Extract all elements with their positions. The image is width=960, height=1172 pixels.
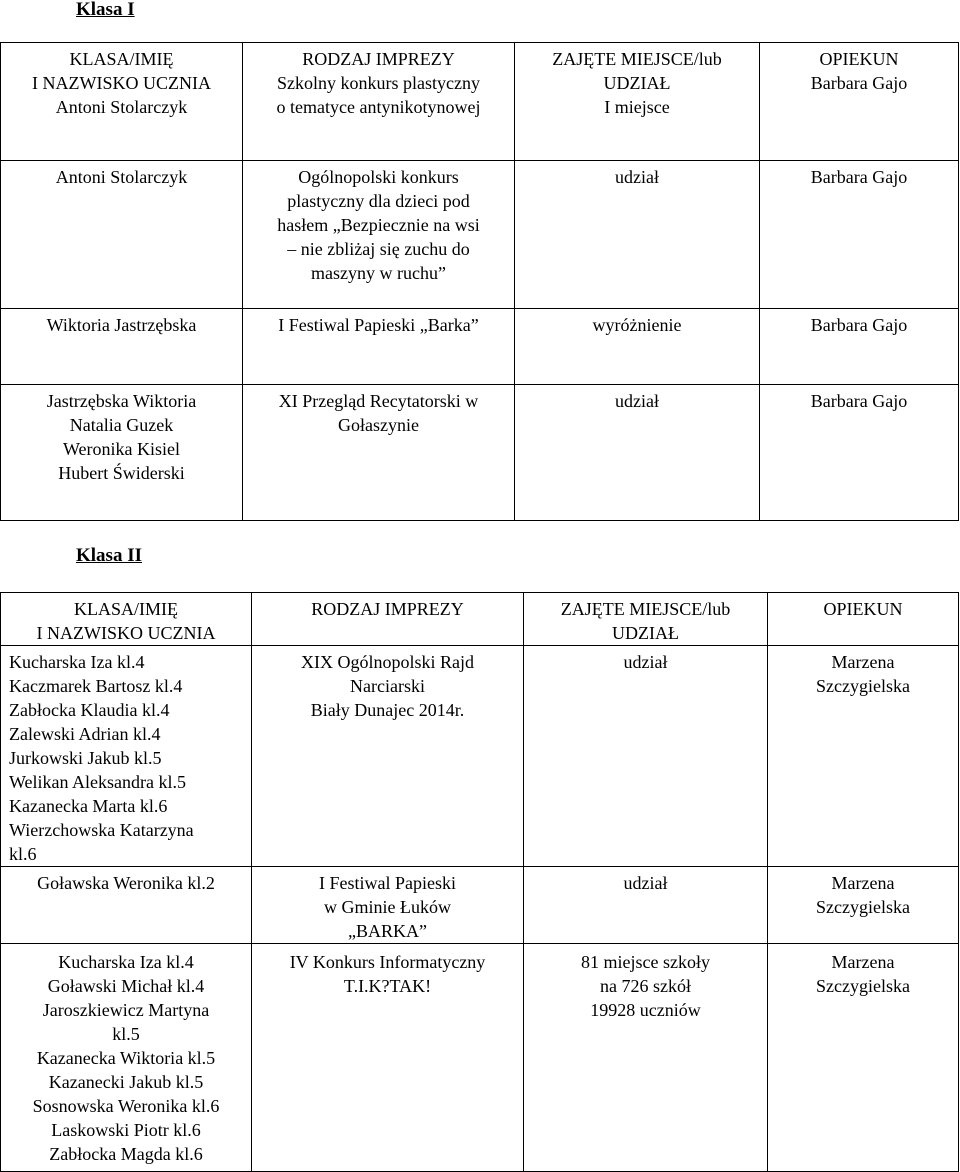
place-value: udział <box>515 385 760 521</box>
guardian-name: Barbara Gajo <box>760 385 959 521</box>
place-value: udział <box>515 161 760 309</box>
header-guardian: OPIEKUN <box>819 49 899 69</box>
header-place: ZAJĘTE MIEJSCE/lub UDZIAŁ <box>552 49 722 93</box>
student-list: Kucharska Iza kl.4 Goławski Michał kl.4 Jaroszkiewicz Martyna kl.5 Kazanecka Wiktoria kl.5 Kazanecki Jakub kl.5 Sosnowska Weronika kl.6 Laskowski Piotr kl.6 Zabłocka Magda kl.6 <box>1 944 252 1172</box>
event-name: I Festiwal Papieski „Barka” <box>243 309 515 385</box>
event-cell <box>243 43 515 161</box>
event-name: XIX Ogólnopolski Rajd Narciarski Biały Dunajec 2014r. <box>252 646 524 867</box>
guardian-name: Marzena Szczygielska <box>768 867 959 944</box>
student-name: Antoni Stolarczyk <box>1 161 243 309</box>
event-name: XI Przegląd Recytatorski w Gołaszynie <box>243 385 515 521</box>
event-name: Ogólnopolski konkurs plastyczny dla dzieci pod hasłem „Bezpiecznie na wsi – nie zbliżaj się zuchu do maszyny w ruchu” <box>243 161 515 309</box>
event-name: IV Konkurs Informatyczny T.I.K?TAK! <box>252 944 524 1172</box>
student-name: Jastrzębska Wiktoria Natalia Guzek Weronika Kisiel Hubert Świderski <box>1 385 243 521</box>
place-value: udział <box>524 867 768 944</box>
table-row <box>1 385 959 521</box>
class-1-heading: Klasa I <box>76 0 135 20</box>
table-row <box>1 867 959 944</box>
table-row <box>1 309 959 385</box>
table-row <box>1 646 959 867</box>
student-name: Antoni Stolarczyk <box>55 97 188 117</box>
guardian-name: Marzena Szczygielska <box>768 944 959 1172</box>
header-guardian: OPIEKUN <box>768 593 959 646</box>
table-row <box>1 161 959 309</box>
table-header-and-row-1 <box>1 43 959 161</box>
header-place: ZAJĘTE MIEJSCE/lub UDZIAŁ <box>524 593 768 646</box>
place-value: wyróżnienie <box>515 309 760 385</box>
header-name: KLASA/IMIĘ I NAZWISKO UCZNIA <box>1 593 252 646</box>
place-value: I miejsce <box>604 97 670 117</box>
table-row <box>1 944 959 1172</box>
place-value: udział <box>524 646 768 867</box>
guardian-name: Barbara Gajo <box>760 309 959 385</box>
student-name: Goławska Weronika kl.2 <box>1 867 252 944</box>
class-2-table <box>0 592 959 1172</box>
guardian-name: Barbara Gajo <box>810 73 908 93</box>
name-cell <box>1 43 243 161</box>
place-cell <box>515 43 760 161</box>
header-event: RODZAJ IMPREZY <box>302 49 455 69</box>
place-value: 81 miejsce szkoły na 726 szkół 19928 uczniów <box>524 944 768 1172</box>
event-name: Szkolny konkurs plastyczny o tematyce antynikotynowej <box>276 73 481 117</box>
table-header <box>1 593 959 646</box>
class-1-table <box>0 42 959 521</box>
guardian-name: Marzena Szczygielska <box>768 646 959 867</box>
header-name: KLASA/IMIĘ I NAZWISKO UCZNIA <box>32 49 211 93</box>
student-name: Wiktoria Jastrzębska <box>1 309 243 385</box>
guardian-cell <box>760 43 959 161</box>
event-name: I Festiwal Papieski w Gminie Łuków „BARKA” <box>252 867 524 944</box>
student-list: Kucharska Iza kl.4 Kaczmarek Bartosz kl.4 Zabłocka Klaudia kl.4 Zalewski Adrian kl.4 Jurkowski Jakub kl.5 Welikan Aleksandra kl.5 Kazanecka Marta kl.6 Wierzchowska Katarzyna kl.6 <box>1 646 252 867</box>
guardian-name: Barbara Gajo <box>760 161 959 309</box>
class-2-heading: Klasa II <box>76 545 142 566</box>
header-event: RODZAJ IMPREZY <box>252 593 524 646</box>
